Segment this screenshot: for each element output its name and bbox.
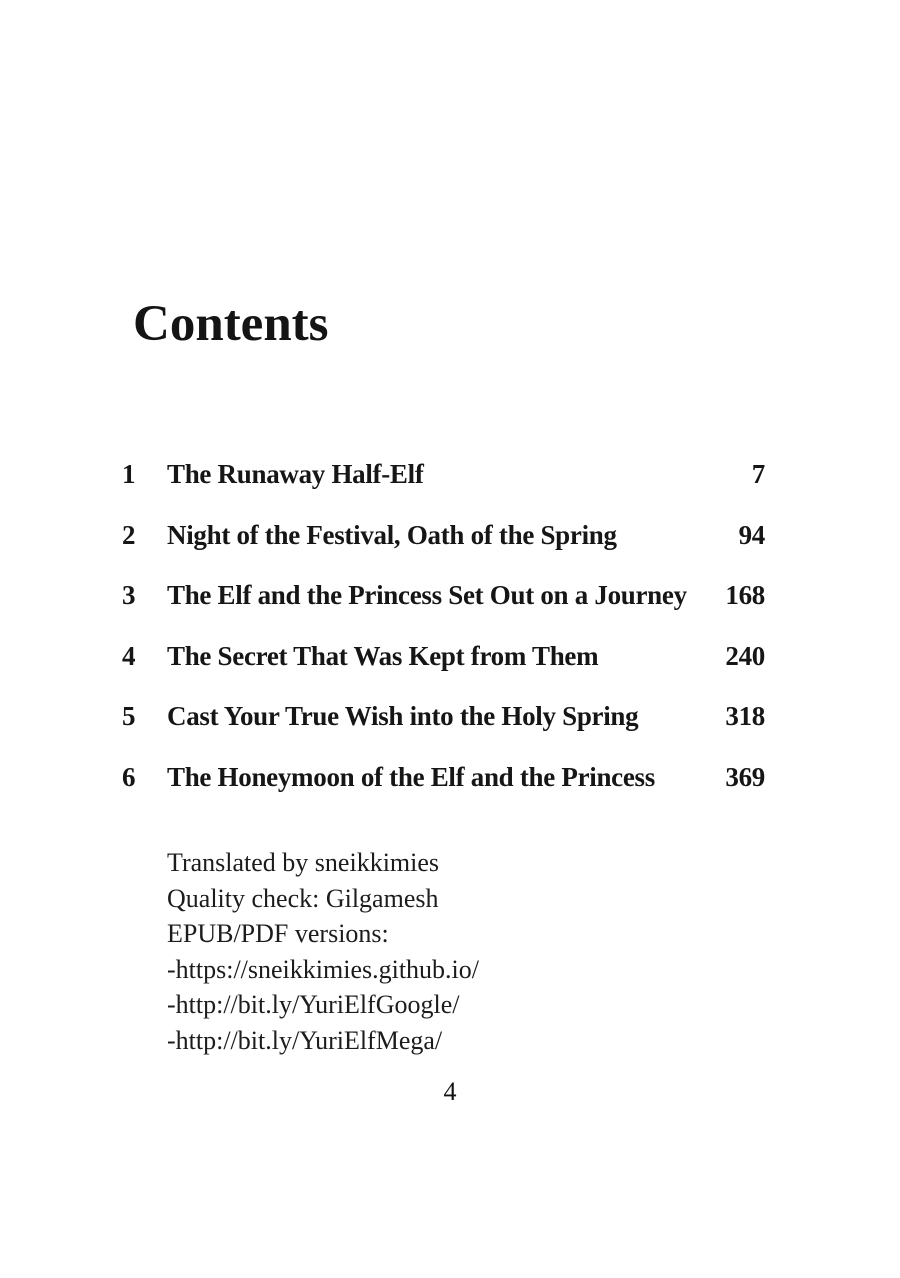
toc-entry[interactable] <box>122 459 765 489</box>
toc-entry[interactable] <box>122 520 765 550</box>
chapter-title: The Elf and the Princess Set Out on a Journey <box>167 580 687 610</box>
chapter-number: 1 <box>122 459 136 489</box>
credit-line: Quality check: Gilgamesh <box>167 883 439 913</box>
chapter-title: The Secret That Was Kept from Them <box>167 640 599 671</box>
chapter-title: Night of the Festival, Oath of the Spring <box>167 519 617 550</box>
chapter-title: Cast Your True Wish into the Holy Spring <box>167 701 639 731</box>
chapter-page-number: 369 <box>725 761 765 792</box>
chapter-number: 2 <box>122 519 136 550</box>
toc-list <box>122 459 765 822</box>
credit-link[interactable]: -http://bit.ly/YuriElfMega/ <box>167 1025 443 1055</box>
page-title: Contents <box>133 296 329 352</box>
folio-page-number: 4 <box>443 1077 457 1106</box>
credit-link[interactable]: -https://sneikkimies.github.io/ <box>167 954 479 984</box>
chapter-page-number: 7 <box>751 459 765 489</box>
credits-block <box>167 845 767 1059</box>
chapter-title: The Runaway Half-Elf <box>167 459 424 489</box>
credit-link[interactable]: -http://bit.ly/YuriElfGoogle/ <box>167 990 460 1020</box>
chapter-number: 4 <box>122 640 136 671</box>
chapter-page-number: 318 <box>725 701 765 731</box>
toc-entry[interactable] <box>122 701 765 731</box>
toc-entry[interactable] <box>122 762 765 792</box>
credit-line: Translated by sneikkimies <box>167 848 440 877</box>
chapter-page-number: 94 <box>738 519 765 550</box>
credit-line: EPUB/PDF versions: <box>167 919 389 949</box>
chapter-number: 6 <box>122 761 136 792</box>
chapter-number: 3 <box>122 580 136 610</box>
chapter-number: 5 <box>122 701 136 731</box>
toc-entry[interactable] <box>122 641 765 671</box>
chapter-page-number: 240 <box>725 640 765 671</box>
chapter-title: The Honeymoon of the Elf and the Princess <box>167 761 655 792</box>
chapter-page-number: 168 <box>725 580 765 610</box>
toc-entry[interactable] <box>122 580 765 610</box>
